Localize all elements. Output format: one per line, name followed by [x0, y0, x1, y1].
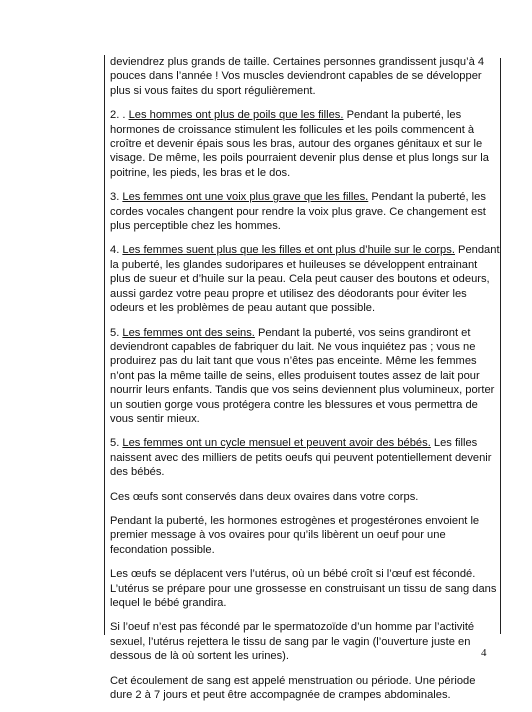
item-body: Pendant la puberté, les glandes sudoripares et huileuses se développent entrainant plus de sueur et d’huile sur la peau. Cela peut causer des boutons et odeurs, aussi gardez votre peau propre et utilisez des déodorants pour éviter les odeurs et les problèmes de peau autant que possible.	[110, 244, 500, 315]
paragraph-unfertilized	[110, 620, 500, 663]
page-number: 4	[481, 647, 487, 659]
item-heading: Les femmes ont une voix plus grave que les filles.	[122, 191, 369, 204]
item-heading: Les femmes ont un cycle mensuel et peuvent avoir des bébés.	[122, 437, 431, 450]
paragraph-text: Ces œufs sont conservés dans deux ovaires dans votre corps.	[110, 490, 419, 503]
paragraph-breasts	[110, 326, 500, 427]
item-heading: Les femmes ont des seins.	[122, 326, 255, 339]
item-number: 5.	[110, 437, 123, 450]
item-number: 5.	[110, 326, 123, 339]
paragraph-voice	[110, 190, 500, 233]
item-heading: Les hommes ont plus de poils que les filles.	[128, 109, 344, 122]
page-body	[110, 55, 500, 712]
paragraph-text: deviendrez plus grands de taille. Certaines personnes grandissent jusqu’à 4 pouces dans l’année ! Vos muscles deviendront capables de se développer plus si vous faites du sport régulièrement.	[110, 56, 485, 97]
item-heading: Les femmes suent plus que les filles et ont plus d’huile sur le corps.	[122, 244, 455, 257]
item-body: Pendant la puberté, les hormones de croissance stimulent les follicules et les poils commencent à croître et devenir épais sous les bras, autour des organes génitaux et sur le visage. De même, les poils pourraient devenir plus dense et plus longs sur la poitrine, les pieds, les bras et le dos.	[110, 109, 489, 179]
right-margin-rule	[500, 58, 501, 634]
paragraph-hair	[110, 108, 500, 180]
left-margin-rule	[104, 55, 105, 635]
item-body: Pendant la puberté, vos seins grandiront et deviendront capables de fabriquer du lait. Ne vous inquiétez pas ; vous ne produirez pas du lait tant que vous n’êtes pas enceinte. Même les femmes n’ont pas la même taille de seins, elles produisent toutes assez de lait pour nourrir leurs enfants. Tandis que vos seins deviennent plus volumineux, porter un soutien gorge vous protégera contre les blessures et vous permettra de vous sentir mieux.	[110, 326, 495, 425]
paragraph-uterus	[110, 567, 500, 610]
paragraph-text: Pendant la puberté, les hormones estrogènes et progestérones envoient le premier message à vos ovaires pour qu’ils libèrent un oeuf pour une fecondation possible.	[110, 514, 480, 556]
item-body: Les filles naissent avec des milliers de petits oeufs qui peuvent potentiellement devenir des bébés.	[110, 437, 492, 479]
paragraph-text: Cet écoulement de sang est appelé menstruation ou période. Une période dure 2 à 7 jours et peut être accompagnée de crampes abdominales.	[110, 674, 476, 702]
paragraph-ovaries	[110, 490, 500, 504]
paragraph-sweat	[110, 243, 500, 315]
item-body: Pendant la puberté, les cordes vocales changent pour rendre la voix plus grave. Ce changement est plus perceptible chez les hommes.	[110, 191, 486, 233]
paragraph-cycle	[110, 436, 500, 479]
paragraph-text: Les œufs se déplacent vers l’utérus, où un bébé croît si l’œuf est fécondé. L’utérus se prépare pour une grossesse en construisant un tissu de sang dans lequel le bébé grandira.	[110, 568, 497, 609]
paragraph-menstruation	[110, 674, 500, 703]
paragraph-text: Si l’oeuf n’est pas fécondé par le spermatozoïde d’un homme par l’activité sexuel, l’utérus rejettera le tissu de sang par le vagin (l’ouverture juste en dessous de là où sortent les urines).	[110, 621, 475, 663]
paragraph-growth	[110, 55, 500, 98]
item-number: 4.	[110, 244, 123, 257]
paragraph-hormones	[110, 514, 500, 557]
item-number: 2. .	[110, 109, 129, 122]
item-number: 3.	[110, 191, 123, 204]
